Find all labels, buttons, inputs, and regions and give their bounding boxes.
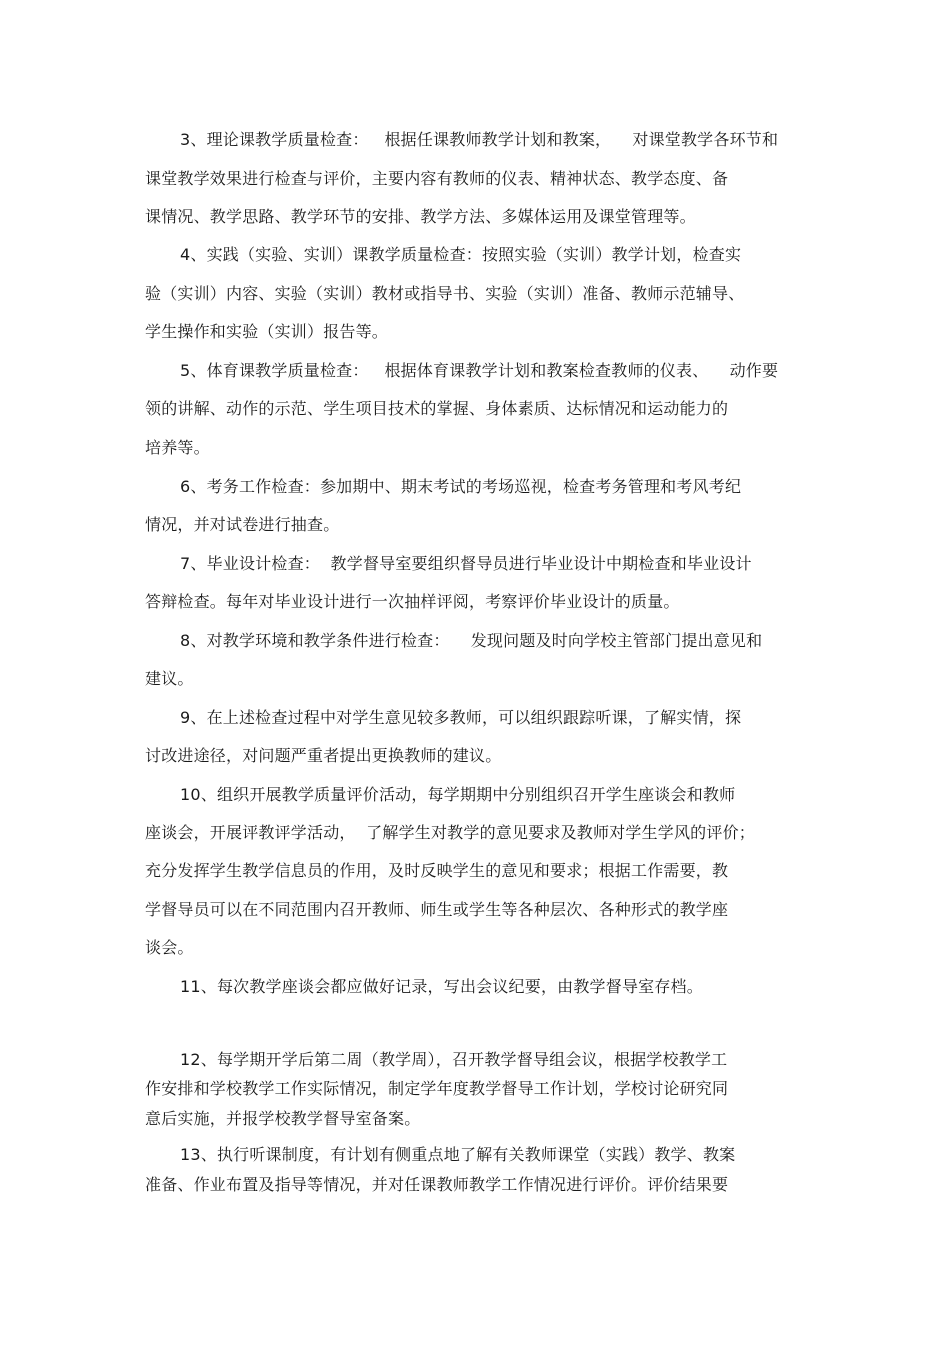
text-line: 4、实践（实验、实训）课教学质量检查：按照实验（实训）教学计划，检查实: [180, 245, 742, 264]
text-line: 5、体育课教学质量检查： 根据体育课教学计划和教案检查教师的仪表、 动作要: [180, 361, 779, 380]
text-line: 验（实训）内容、实验（实训）教材或指导书、实验（实训）准备、教师示范辅导、: [145, 284, 745, 303]
text-line: 课堂教学效果进行检查与评价，主要内容有教师的仪表、精神状态、教学态度、备: [145, 169, 729, 188]
text-line: 3、理论课教学质量检查： 根据任课教师教学计划和教案， 对课堂教学各环节和: [180, 130, 779, 149]
text-line: 意后实施，并报学校教学督导室备案。: [145, 1109, 421, 1128]
text-line: 10、组织开展教学质量评价活动，每学期期中分别组织召开学生座谈会和教师: [180, 785, 736, 804]
text-line: 座谈会，开展评教评学活动， 了解学生对教学的意见要求及教师对学生学风的评价；: [145, 823, 755, 842]
text-line: 学生操作和实验（实训）报告等。: [145, 322, 389, 341]
text-line: 8、对教学环境和教学条件进行检查： 发现问题及时向学校主管部门提出意见和: [180, 631, 763, 650]
text-line: 6、考务工作检查：参加期中、期末考试的考场巡视，检查考务管理和考风考纪: [180, 477, 742, 496]
text-line: 建议。: [145, 669, 194, 688]
text-line: 11、每次教学座谈会都应做好记录，写出会议纪要，由教学督导室存档。: [180, 977, 703, 996]
text-line: 12、每学期开学后第二周（教学周），召开教学督导组会议，根据学校教学工: [180, 1050, 728, 1069]
text-line: 答辩检查。每年对毕业设计进行一次抽样评阅，考察评价毕业设计的质量。: [145, 592, 680, 611]
text-line: 谈会。: [145, 938, 194, 957]
text-line: 充分发挥学生教学信息员的作用，及时反映学生的意见和要求；根据工作需要，教: [145, 861, 729, 880]
text-line: 13、执行听课制度，有计划有侧重点地了解有关教师课堂（实践）教学、教案: [180, 1145, 736, 1164]
text-line: 培养等。: [145, 438, 210, 457]
text-line: 讨改进途径，对问题严重者提出更换教师的建议。: [145, 746, 502, 765]
text-line: 9、在上述检查过程中对学生意见较多教师，可以组织跟踪听课，了解实情，探: [180, 708, 742, 727]
text-line: 课情况、教学思路、教学环节的安排、教学方法、多媒体运用及课堂管理等。: [145, 207, 696, 226]
text-line: 作安排和学校教学工作实际情况，制定学年度教学督导工作计划，学校讨论研究同: [145, 1079, 729, 1098]
text-line: 领的讲解、动作的示范、学生项目技术的掌握、身体素质、达标情况和运动能力的: [145, 399, 729, 418]
text-line: 学督导员可以在不同范围内召开教师、师生或学生等各种层次、各种形式的教学座: [145, 900, 729, 919]
text-line: 准备、作业布置及指导等情况，并对任课教师教学工作情况进行评价。评价结果要: [145, 1175, 729, 1194]
text-line: 7、毕业设计检查： 教学督导室要组织督导员进行毕业设计中期检查和毕业设计: [180, 554, 752, 573]
text-line: 情况，并对试卷进行抽查。: [145, 515, 340, 534]
